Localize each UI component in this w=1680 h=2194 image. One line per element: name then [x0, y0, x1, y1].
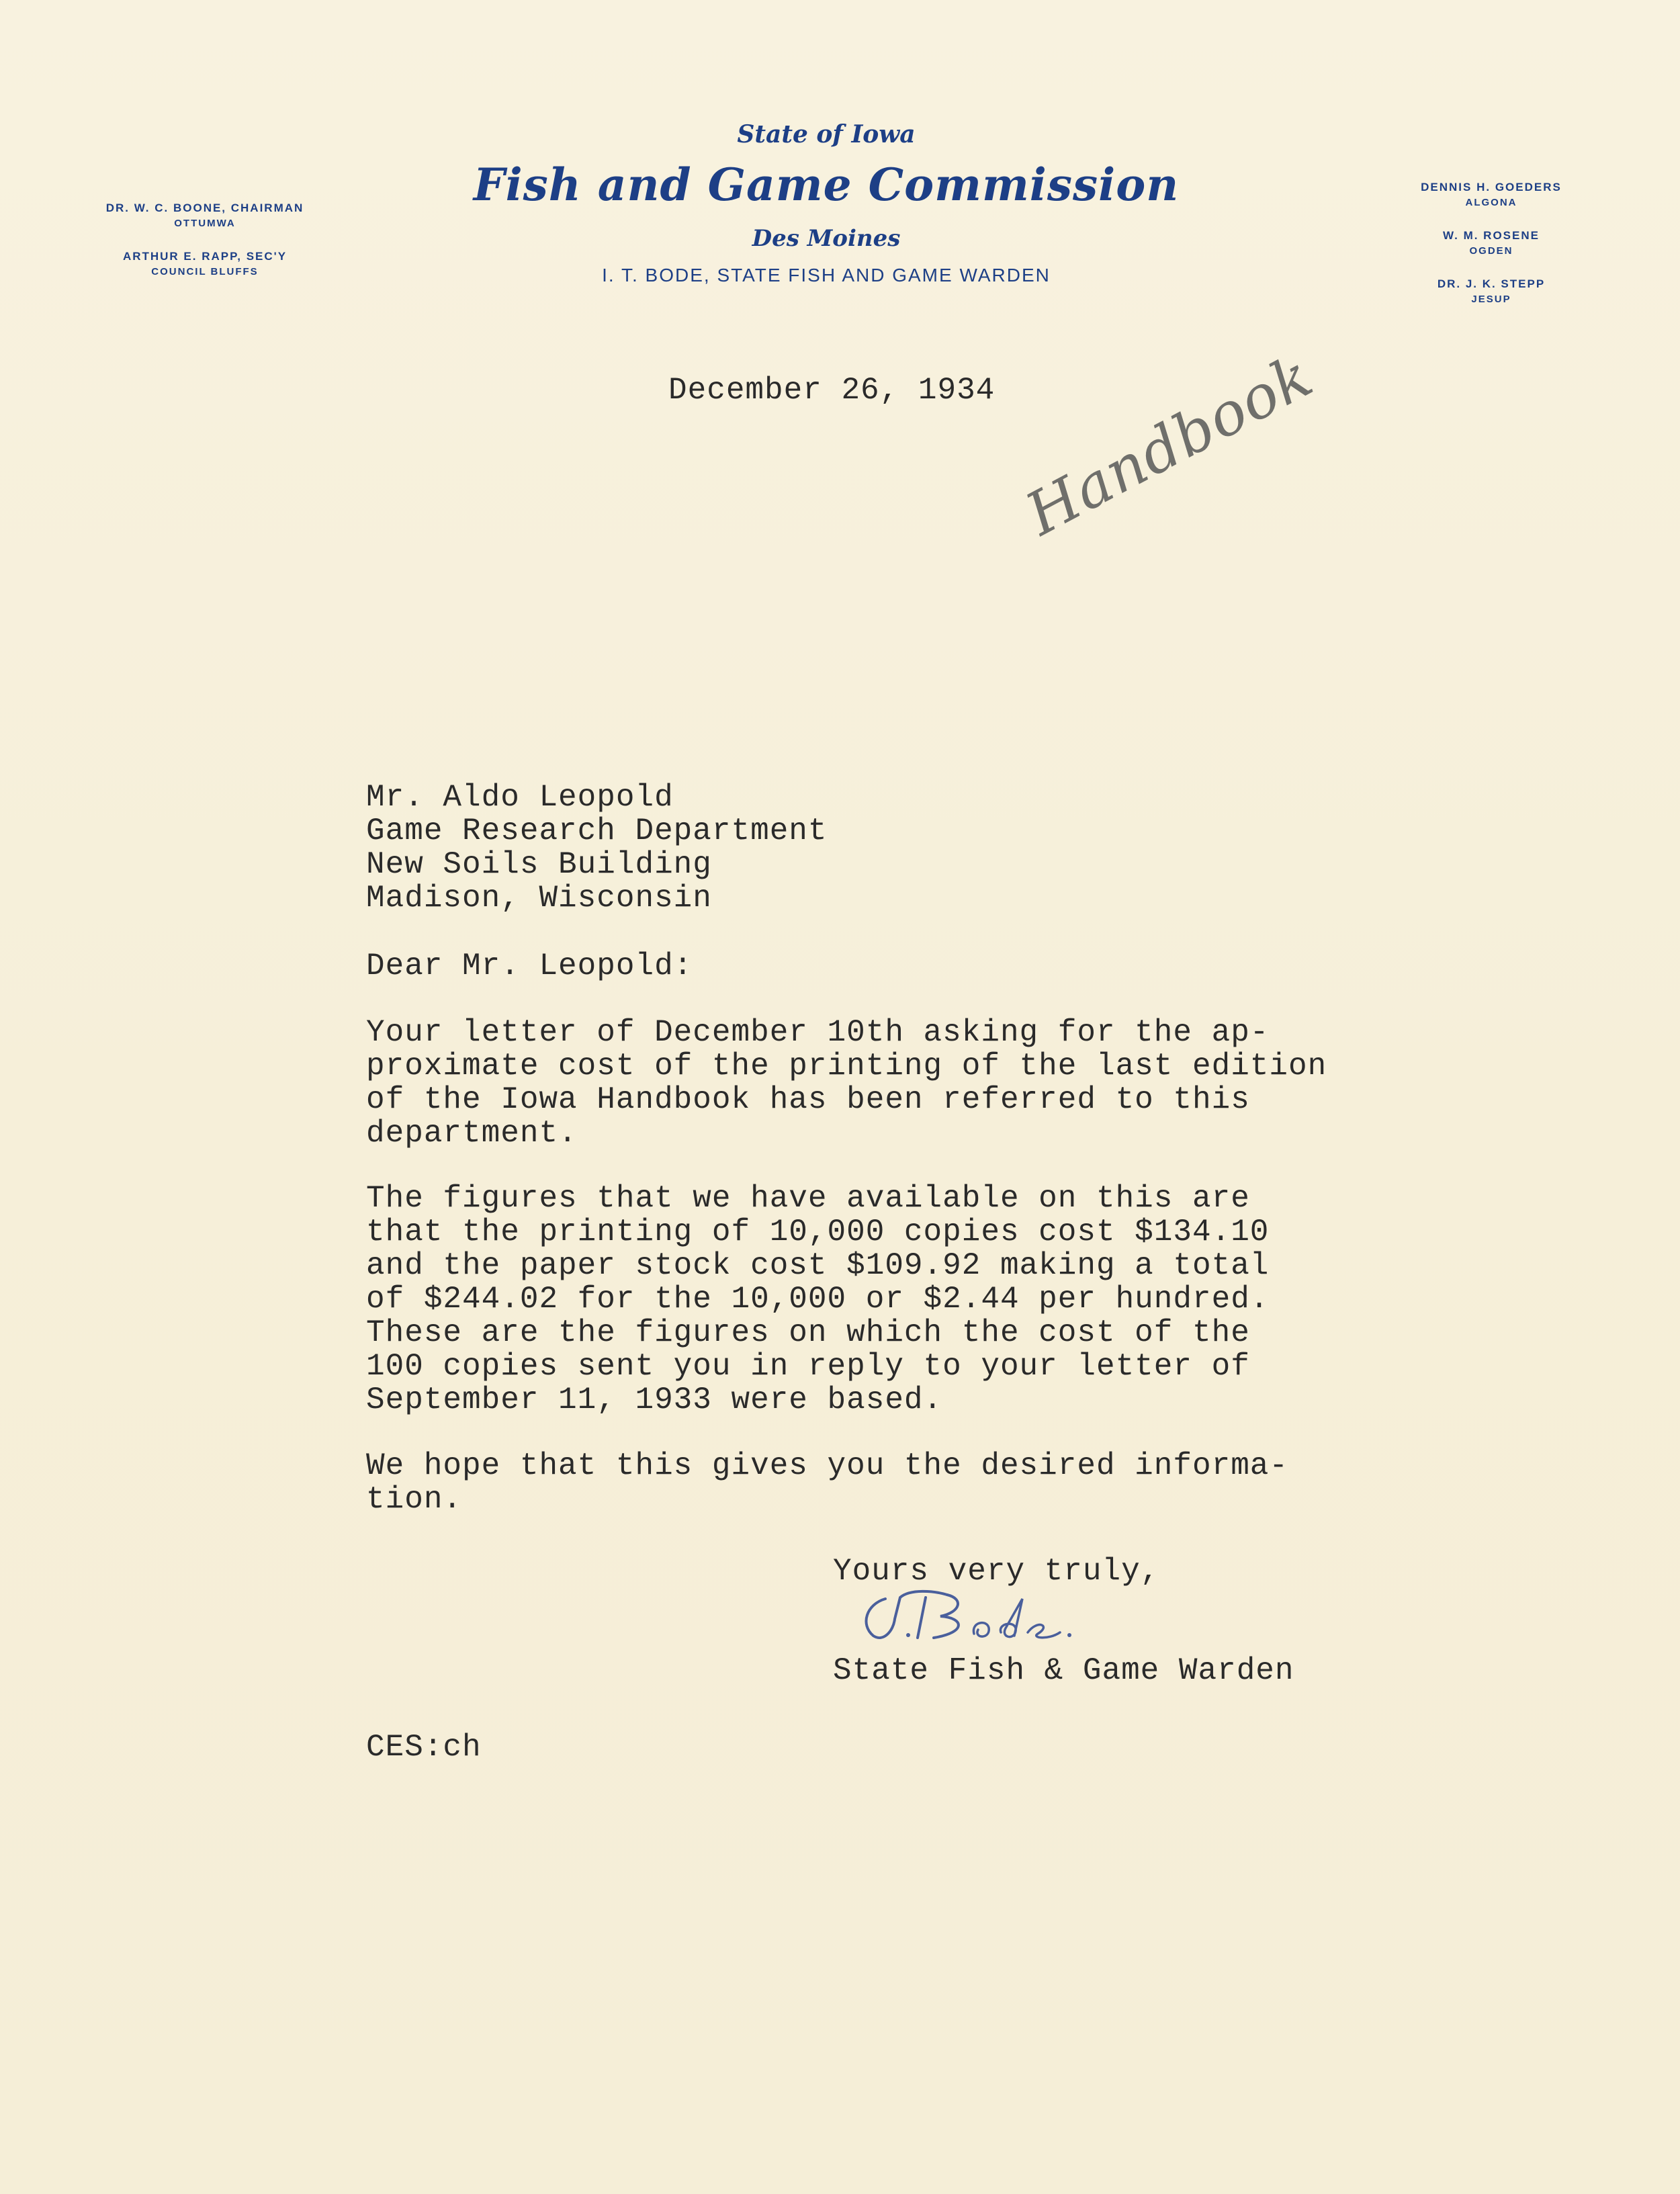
member-entry	[1364, 228, 1619, 259]
address-line: Mr. Aldo Leopold	[366, 780, 674, 815]
member-place: OTTUMWA	[174, 218, 236, 229]
member-name: DENNIS H. GOEDERS	[1421, 181, 1562, 193]
address-line: New Soils Building	[366, 847, 712, 882]
member-entry	[1364, 179, 1619, 210]
member-place: OGDEN	[1469, 245, 1513, 257]
member-entry	[64, 249, 346, 279]
body-paragraph-2: The figures that we have available on this are that the printing of 10,000 copies cost $134.10 and the paper stock cost $109.92 making a total of $244.02 for the 10,000 or $2.44 per hundred. These are the figures on which the cost of the 100 copies sent you in reply to your letter of September 11, 1933 were based.	[366, 1181, 1270, 1417]
handwritten-note: Handbook	[1014, 341, 1324, 549]
body-paragraph-1: Your letter of December 10th asking for the ap- proximate cost of the printing of the last edition of the Iowa Handbook has been referred to this department.	[366, 1015, 1327, 1151]
address-line: Madison, Wisconsin	[366, 881, 712, 916]
letterhead-commission: Fish and Game Commission	[473, 159, 1180, 211]
letterhead-city: Des Moines	[752, 225, 901, 252]
member-place: JESUP	[1471, 294, 1511, 305]
signature	[846, 1579, 1182, 1653]
member-name: ARTHUR E. RAPP, SEC'Y	[122, 250, 288, 263]
member-place: ALGONA	[1465, 197, 1517, 208]
salutation: Dear Mr. Leopold:	[366, 949, 693, 983]
letter-date: December 26, 1934	[668, 373, 996, 408]
closing: Yours very truly,	[833, 1554, 1160, 1589]
body-paragraph-3: We hope that this gives you the desired informa- tion.	[366, 1448, 1289, 1517]
inside-address	[366, 781, 828, 915]
signer-title: State Fish & Game Warden	[833, 1653, 1294, 1688]
reference-initials: CES:ch	[366, 1730, 482, 1765]
member-name: DR. W. C. BOONE, CHAIRMAN	[105, 202, 304, 214]
member-entry	[1364, 276, 1619, 307]
address-line: Game Research Department	[366, 814, 828, 848]
member-name: DR. J. K. STEPP	[1437, 277, 1546, 290]
letterhead-left-members	[64, 200, 346, 297]
letterhead-warden: I. T. BODE, STATE FISH AND GAME WARDEN	[602, 265, 1051, 286]
member-name: W. M. ROSENE	[1443, 229, 1540, 242]
member-entry	[64, 200, 346, 231]
letterhead-state: State of Iowa	[737, 120, 916, 148]
member-place: COUNCIL BLUFFS	[151, 266, 259, 277]
letterhead	[470, 118, 1182, 292]
signature-drawing	[846, 1579, 1182, 1653]
letterhead-right-members	[1364, 179, 1619, 324]
